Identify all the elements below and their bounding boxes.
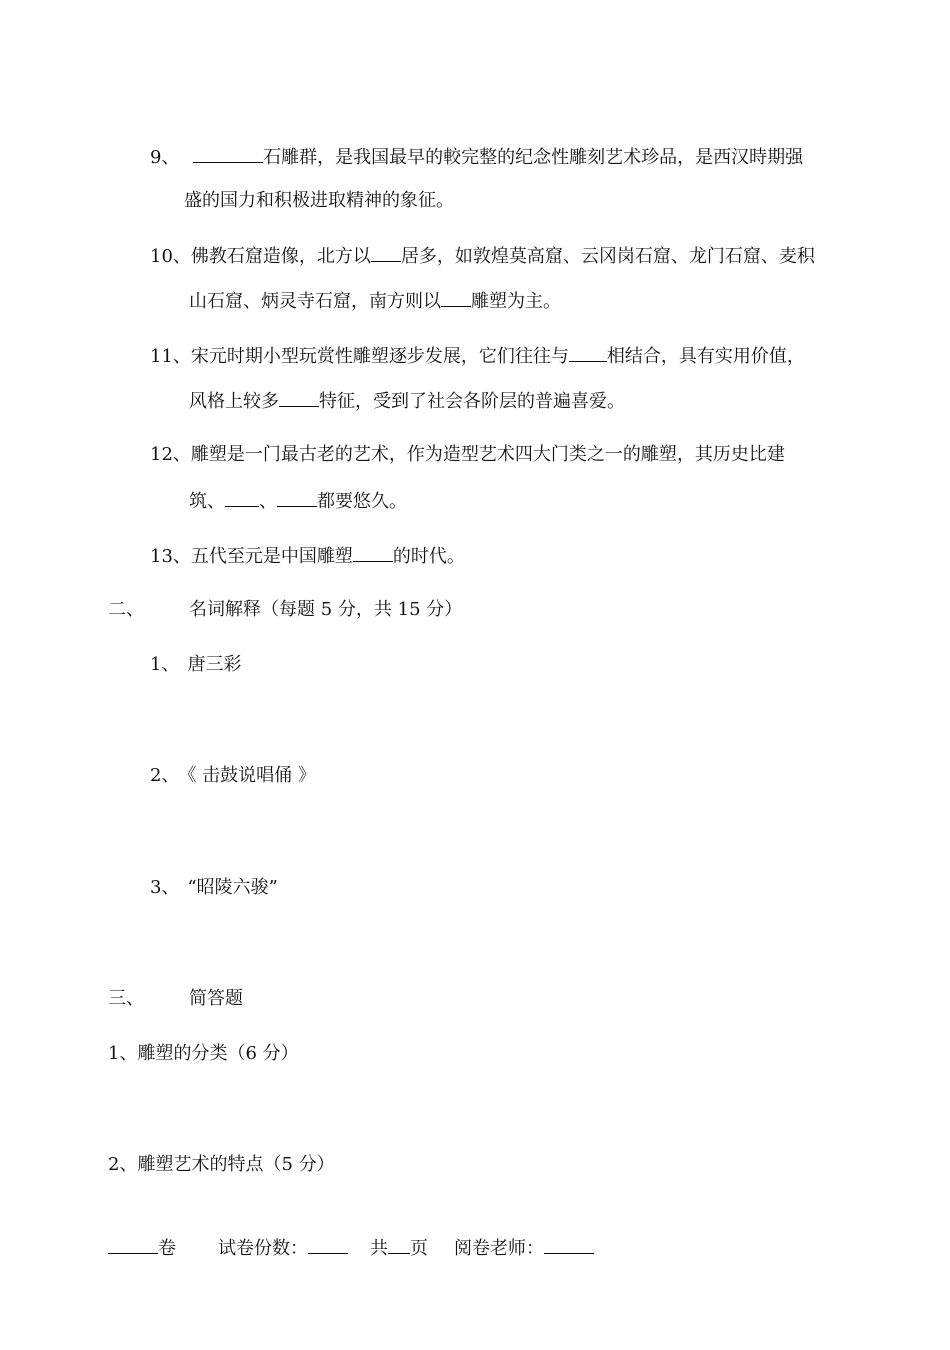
question-text: 佛教石窟造像，北方以	[190, 246, 371, 267]
question-text: 山石窟、炳灵寺石窟，南方则以	[189, 291, 441, 312]
question-text: 风格上较多	[189, 391, 279, 412]
section-3-number: 三、	[108, 988, 144, 1009]
question-text: 雕塑是一门最古老的艺术，作为造型艺术四大门类之一的雕塑，其历史比建	[190, 444, 785, 465]
answer-blank[interactable]	[193, 144, 263, 163]
answer-blank[interactable]	[277, 488, 317, 507]
question-text: 雕塑为主。	[471, 291, 561, 312]
answer-blank[interactable]	[441, 288, 471, 307]
question-13	[150, 543, 465, 569]
item-number: 1、	[150, 654, 180, 675]
question-number: 10、	[150, 246, 191, 267]
question-9-continued: 盛的国力和积极进取精神的象征。	[184, 190, 454, 211]
answer-blank[interactable]	[225, 488, 259, 507]
question-text: 相结合，具有实用价值，	[606, 346, 805, 367]
question-10-continued	[189, 288, 561, 314]
copies-blank[interactable]	[308, 1235, 348, 1254]
section-2-title: 名词解释（每题 5 分，共 15 分）	[189, 599, 463, 620]
paper-type-blank[interactable]	[108, 1235, 158, 1254]
answer-blank[interactable]	[353, 543, 393, 562]
question-text: 五代至元是中国雕塑	[190, 546, 353, 567]
item-number: 3、	[150, 877, 180, 898]
copies-label: 试卷份数：	[218, 1238, 308, 1259]
item-text: “昭陵六骏”	[187, 877, 278, 898]
question-11-continued	[189, 388, 625, 414]
total-label: 共	[370, 1238, 388, 1259]
grader-blank[interactable]	[544, 1235, 594, 1254]
grader-label: 阅卷老师：	[454, 1238, 544, 1259]
question-text: 居多，如敦煌莫高窟、云冈岗石窟、龙门石窟、麦积	[400, 246, 815, 267]
item-text: 唐三彩	[187, 654, 242, 675]
section-2-number: 二、	[108, 599, 144, 620]
answer-blank[interactable]	[279, 388, 319, 407]
answer-blank[interactable]	[371, 243, 401, 262]
page-count-blank[interactable]	[388, 1235, 410, 1254]
question-12-continued	[189, 488, 407, 514]
section-3-title: 简答题	[189, 988, 243, 1009]
question-9	[150, 144, 803, 170]
item-text: 《 击鼓说唱俑 》	[187, 765, 316, 786]
question-text: 筑、	[189, 491, 225, 512]
question-text: 的时代。	[392, 546, 465, 567]
term-item-2	[150, 764, 316, 788]
question-text: 宋元时期小型玩赏性雕塑逐步发展，它们往往与	[190, 346, 569, 367]
question-12	[150, 443, 785, 467]
answer-blank[interactable]	[569, 343, 607, 362]
question-11	[150, 343, 805, 369]
term-item-3	[150, 876, 278, 900]
question-number: 13、	[150, 546, 191, 567]
question-number: 11、	[150, 346, 191, 367]
item-number: 2、	[150, 765, 180, 786]
question-text: 、	[259, 491, 277, 512]
short-answer-2: 2、雕塑艺术的特点（5 分）	[108, 1154, 335, 1175]
question-text: 特征，受到了社会各阶层的普遍喜爱。	[319, 391, 625, 412]
question-number: 12、	[150, 444, 191, 465]
short-answer-1: 1、雕塑的分类（6 分）	[108, 1043, 299, 1064]
exam-footer	[108, 1235, 594, 1261]
paper-type-label: 卷	[158, 1238, 176, 1259]
question-text: 石雕群，是我国最早的較完整的纪念性雕刻艺术珍品，是西汉時期强	[263, 147, 804, 168]
question-text: 都要悠久。	[317, 491, 407, 512]
question-number: 9、	[150, 147, 180, 168]
page-label: 页	[410, 1238, 428, 1259]
question-10	[150, 243, 815, 269]
term-item-1	[150, 653, 241, 677]
